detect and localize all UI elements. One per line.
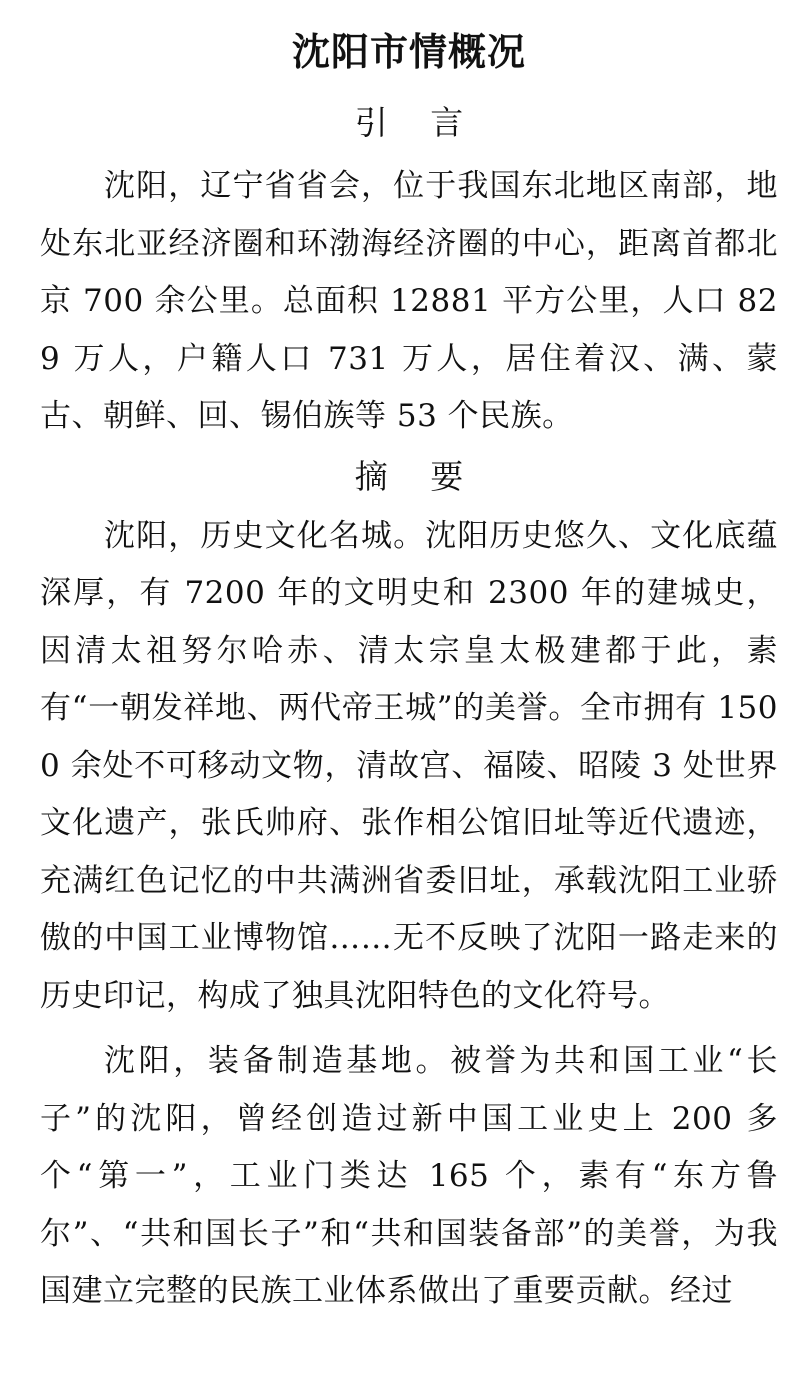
paragraph-history-culture: 沈阳，历史文化名城。沈阳历史悠久、文化底蕴深厚，有 7200 年的文明史和 2300 年的建城史，因清太祖努尔哈赤、清太宗皇太极建都于此，素有“一朝发祥地、两代帝王城”的美誉。全市拥有 1500 余处不可移动文物，清故宫、福陵、昭陵 3 处世界文化遗产，张氏帅府、张作相公馆旧址等近代遗迹，充满红色记忆的中共满洲省委旧址，承载沈阳工业骄傲的中国工业博物馆……无不反映了沈阳一路走来的历史印记，构成了独具沈阳特色的文化符号。 — [40, 517, 778, 1014]
section-abstract — [40, 446, 778, 1321]
section-heading-abstract: 摘 要 — [354, 456, 480, 496]
paragraph-equipment-manufacturing: 沈阳，装备制造基地。被誉为共和国工业“长子”的沈阳，曾经创造过新中国工业史上 200 多个“第一”，工业门类达 165 个，素有“东方鲁尔”、“共和国长子”和“共和国装备部”的美誉，为我国建立完整的民族工业体系做出了重要贡献。经过 — [40, 1043, 778, 1309]
paragraph-introduction: 沈阳，辽宁省省会，位于我国东北地区南部，地处东北亚经济圈和环渤海经济圈的中心，距离首都北京 700 余公里。总面积 12881 平方公里，人口 829 万人，户籍人口 731 万人，居住着汉、满、蒙古、朝鲜、回、锡伯族等 53 个民族。 — [40, 168, 778, 434]
section-heading-introduction: 引 言 — [354, 103, 480, 142]
document-title: 沈阳市情概况 — [291, 30, 526, 74]
section-introduction — [40, 88, 778, 446]
